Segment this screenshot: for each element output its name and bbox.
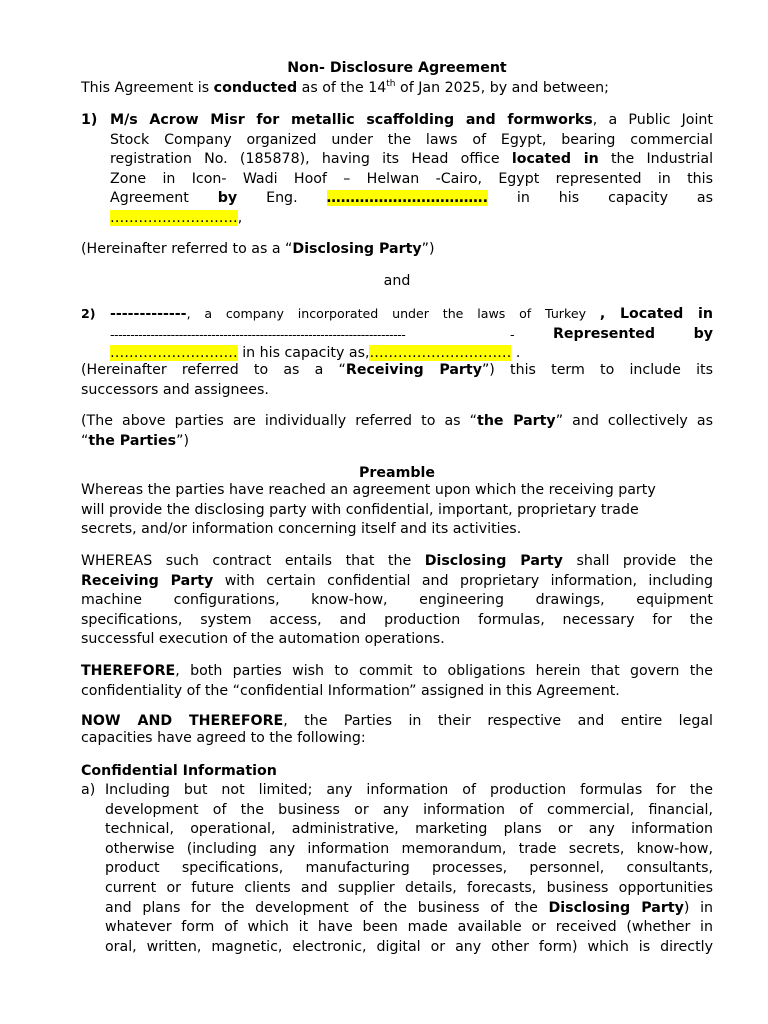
clause-a-paragraph: Including but not limited; any information of production formulas for the development of the business or any information of commercial, financial, technical, operational, administrative, marketing plans or any information otherwise (including any information memorandum, trade secrets, know-how, product specifications, manufacturing processes, personnel, consultants, current or future clients and supplier details, forecasts, business opportunities and plans for the development of the business of the Disclosing Party) in whatever form of which it have been made available or received (whether in oral, written, magnetic, electronic, digital or any other form) which is directly — [105, 782, 714, 955]
and-separator: and — [383, 273, 411, 289]
representative-capacity-blank: ……………………… — [110, 209, 238, 226]
document-title: Non- Disclosure Agreement — [287, 60, 507, 76]
party1-number: 1) — [81, 112, 98, 128]
intro-line: This Agreement is conducted as of the 14th of Jan 2025, by and between; — [81, 79, 609, 96]
preamble-heading: Preamble — [358, 465, 435, 481]
party2-number: 2) — [81, 306, 96, 321]
representative-name-blank: ……………………………. — [326, 190, 488, 207]
disclosing-party-reference: (Hereinafter referred to as a “Disclosing Party”) — [81, 241, 435, 257]
receiving-capacity-blank: ………………………… — [369, 344, 512, 361]
parties-reference: (The above parties are individually referred to as “the Party” and collectively as “the Parties”) — [81, 413, 713, 449]
whereas-paragraph: WHEREAS such contract entails that the Disclosing Party shall provide the Receiving Party with certain confidential and proprietary information, including machine configurations, know-how, engineering drawings, equipment specifications, system access, and production formulas, necessary for the successful execution of the automation operations. — [81, 553, 713, 648]
clause-a-label: a) — [81, 782, 96, 798]
receiving-party-reference: (Hereinafter referred to as a “Receiving Party”) this term to include its successors and assignees. — [81, 362, 713, 398]
receiving-representative-blank: ……………………… — [110, 344, 238, 361]
party1-paragraph: M/s Acrow Misr for metallic scaffolding and formworks, a Public Joint Stock Company organized under the laws of Egypt, bearing commercial registration No. (185878), having its Head office located in the Industrial Zone in Icon- Wadi Hoof – Helwan -Cairo, Egypt represented in this Agreement by Eng. ……………………………. in his capacity as ………………………, — [110, 112, 714, 226]
now-therefore-paragraph: NOW AND THEREFORE, the Parties in their respective and entire legal capacities have agreed to the following: — [81, 713, 713, 746]
confidential-heading: Confidential Information — [81, 763, 277, 779]
party2-paragraph: -------------, a company incorporated under the laws of Turkey , Located in ------------------------------------------------------------------------- - Represented by ……………………… in his capacity as,………………………… . — [110, 306, 713, 361]
therefore-paragraph: THEREFORE, both parties wish to commit to obligations herein that govern the confidentiality of the “confidential Information” assigned in this Agreement. — [81, 663, 713, 699]
preamble-paragraph: Whereas the parties have reached an agreement upon which the receiving party will provide the disclosing party with confidential, important, proprietary trade secrets, and/or information concerning itself and its activities. — [81, 482, 656, 538]
